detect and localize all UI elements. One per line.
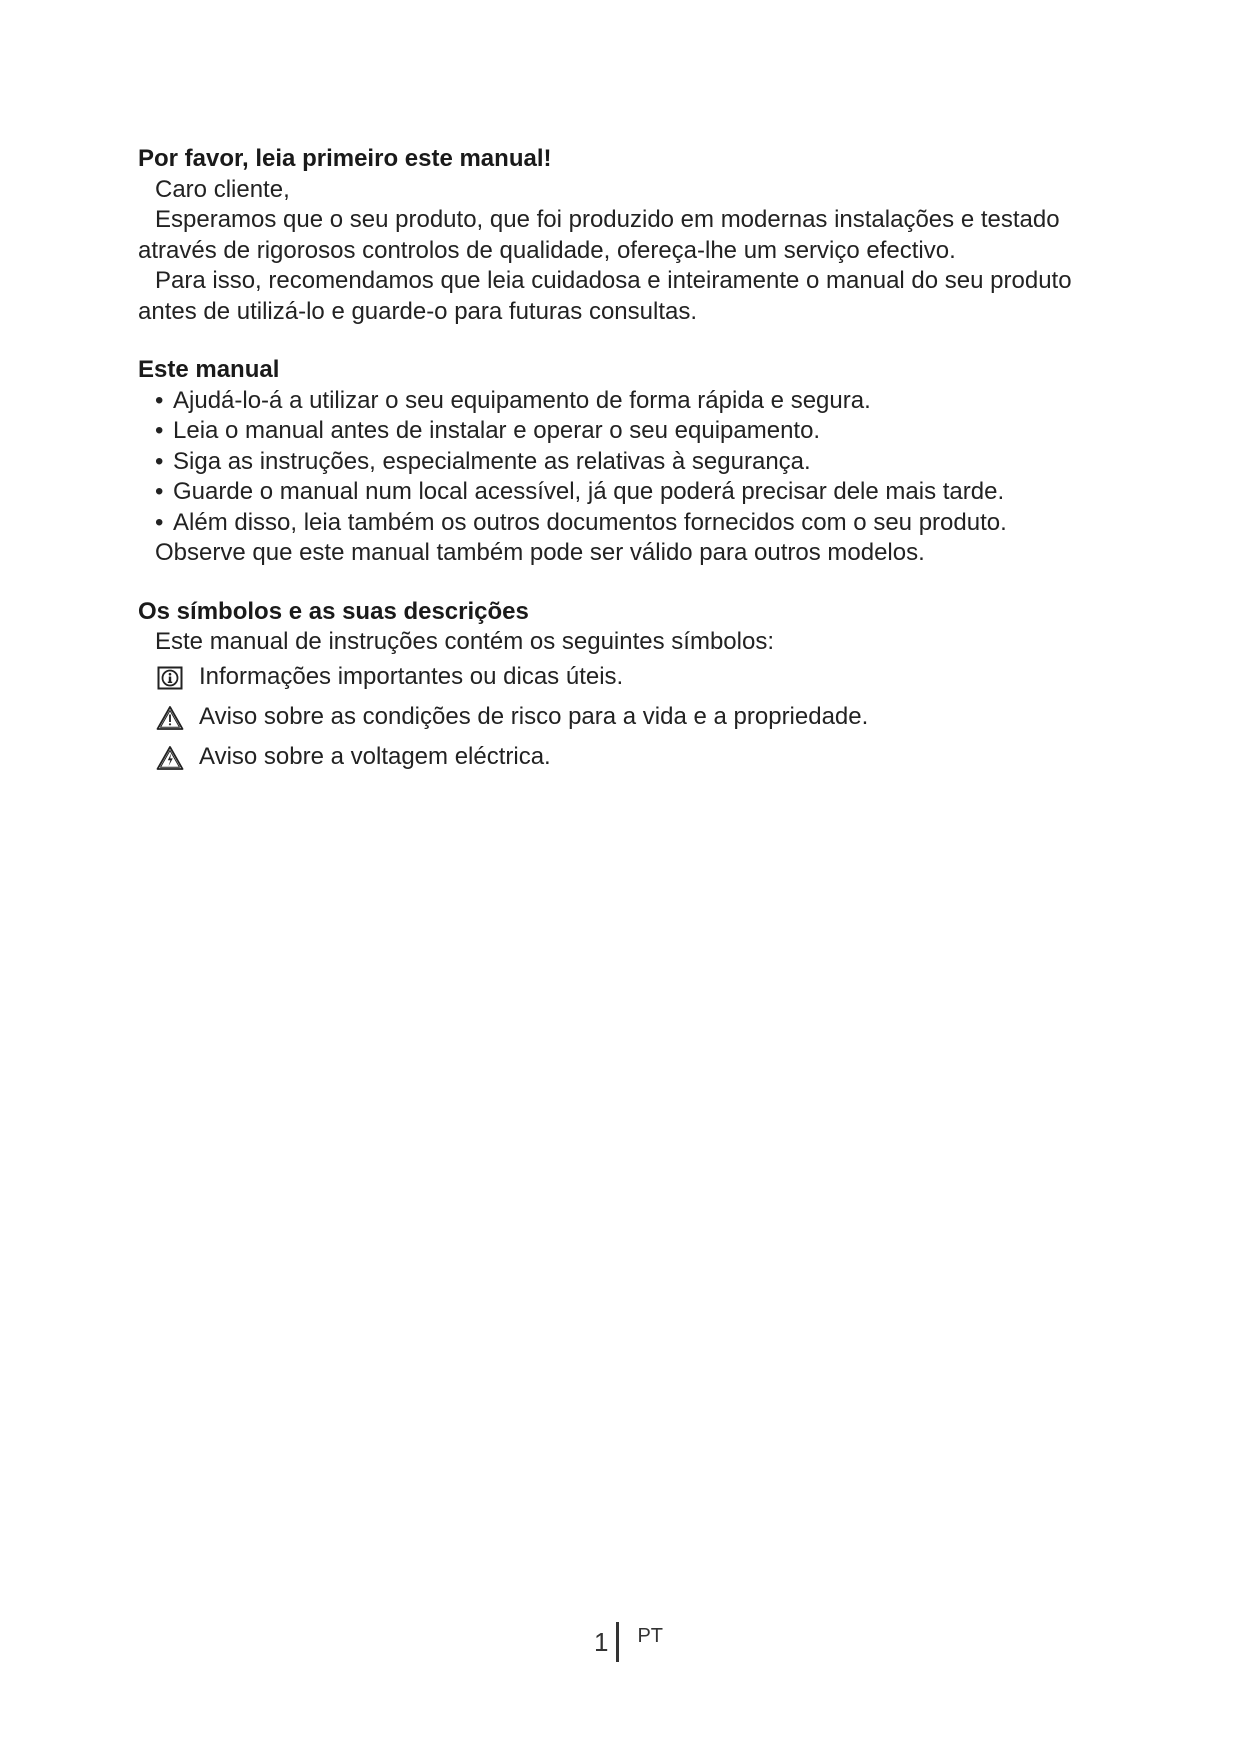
- bullet-item: [155, 508, 1098, 539]
- manual-note: Observe que este manual também pode ser válido para outros modelos.: [155, 539, 925, 566]
- symbol-text-electric: Aviso sobre a voltagem eléctrica.: [199, 743, 551, 771]
- info-icon: [155, 663, 185, 693]
- greeting: Caro cliente,: [155, 175, 290, 203]
- manual-heading: Este manual: [138, 356, 280, 383]
- symbol-row-electric: [138, 738, 1098, 778]
- bullet-dot: •: [155, 478, 164, 505]
- symbols-intro: Este manual de instruções contém os seguintes símbolos:: [155, 628, 774, 655]
- electric-warning-icon: [155, 743, 185, 773]
- symbols-section: [138, 597, 1098, 778]
- page-content: [138, 144, 1098, 806]
- warning-triangle-icon: [155, 703, 185, 733]
- intro-paragraph-2: Para isso, recomendamos que leia cuidadosa e inteiramente o manual do seu produto antes de utilizá-lo e guarde-o para futuras consultas.: [138, 267, 1072, 325]
- bullet-text: Ajudá-lo-á a utilizar o seu equipamento de forma rápida e segura.: [173, 386, 871, 414]
- bullet-item: [155, 416, 1098, 447]
- bullet-text: Além disso, leia também os outros documentos fornecidos com o seu produto.: [173, 508, 1007, 536]
- bullet-dot: •: [155, 417, 164, 444]
- bullet-item: [155, 386, 1098, 417]
- bullet-text: Guarde o manual num local acessível, já que poderá precisar dele mais tarde.: [173, 478, 1005, 505]
- intro-section: [138, 144, 1098, 327]
- bullet-dot: •: [155, 447, 164, 475]
- bullet-text: Siga as instruções, especialmente as relativas à segurança.: [173, 447, 811, 475]
- symbol-text-warning: Aviso sobre as condições de risco para a vida e a propriedade.: [199, 703, 869, 731]
- bullet-item: [155, 477, 1098, 508]
- symbols-heading: Os símbolos e as suas descrições: [138, 597, 529, 625]
- page-footer: [594, 1622, 663, 1662]
- intro-heading: Por favor, leia primeiro este manual!: [138, 145, 552, 172]
- bullet-dot: •: [155, 386, 164, 414]
- bullet-item: [155, 447, 1098, 478]
- manual-section: [138, 355, 1098, 569]
- page-number: 1: [594, 1626, 609, 1657]
- bullet-text: Leia o manual antes de instalar e operar o seu equipamento.: [173, 417, 821, 444]
- intro-paragraph-1: Esperamos que o seu produto, que foi produzido em modernas instalações e testado através de rigorosos controlos de qualidade, ofereça-lhe um serviço efectivo.: [138, 206, 1060, 264]
- manual-bullet-list: [138, 386, 1098, 539]
- symbol-row-warning: [138, 698, 1098, 738]
- footer-divider: [616, 1622, 619, 1662]
- symbol-text-info: Informações importantes ou dicas úteis.: [199, 663, 624, 691]
- bullet-dot: •: [155, 508, 164, 536]
- language-code: PT: [637, 1624, 664, 1647]
- symbol-row-info: [138, 658, 1098, 698]
